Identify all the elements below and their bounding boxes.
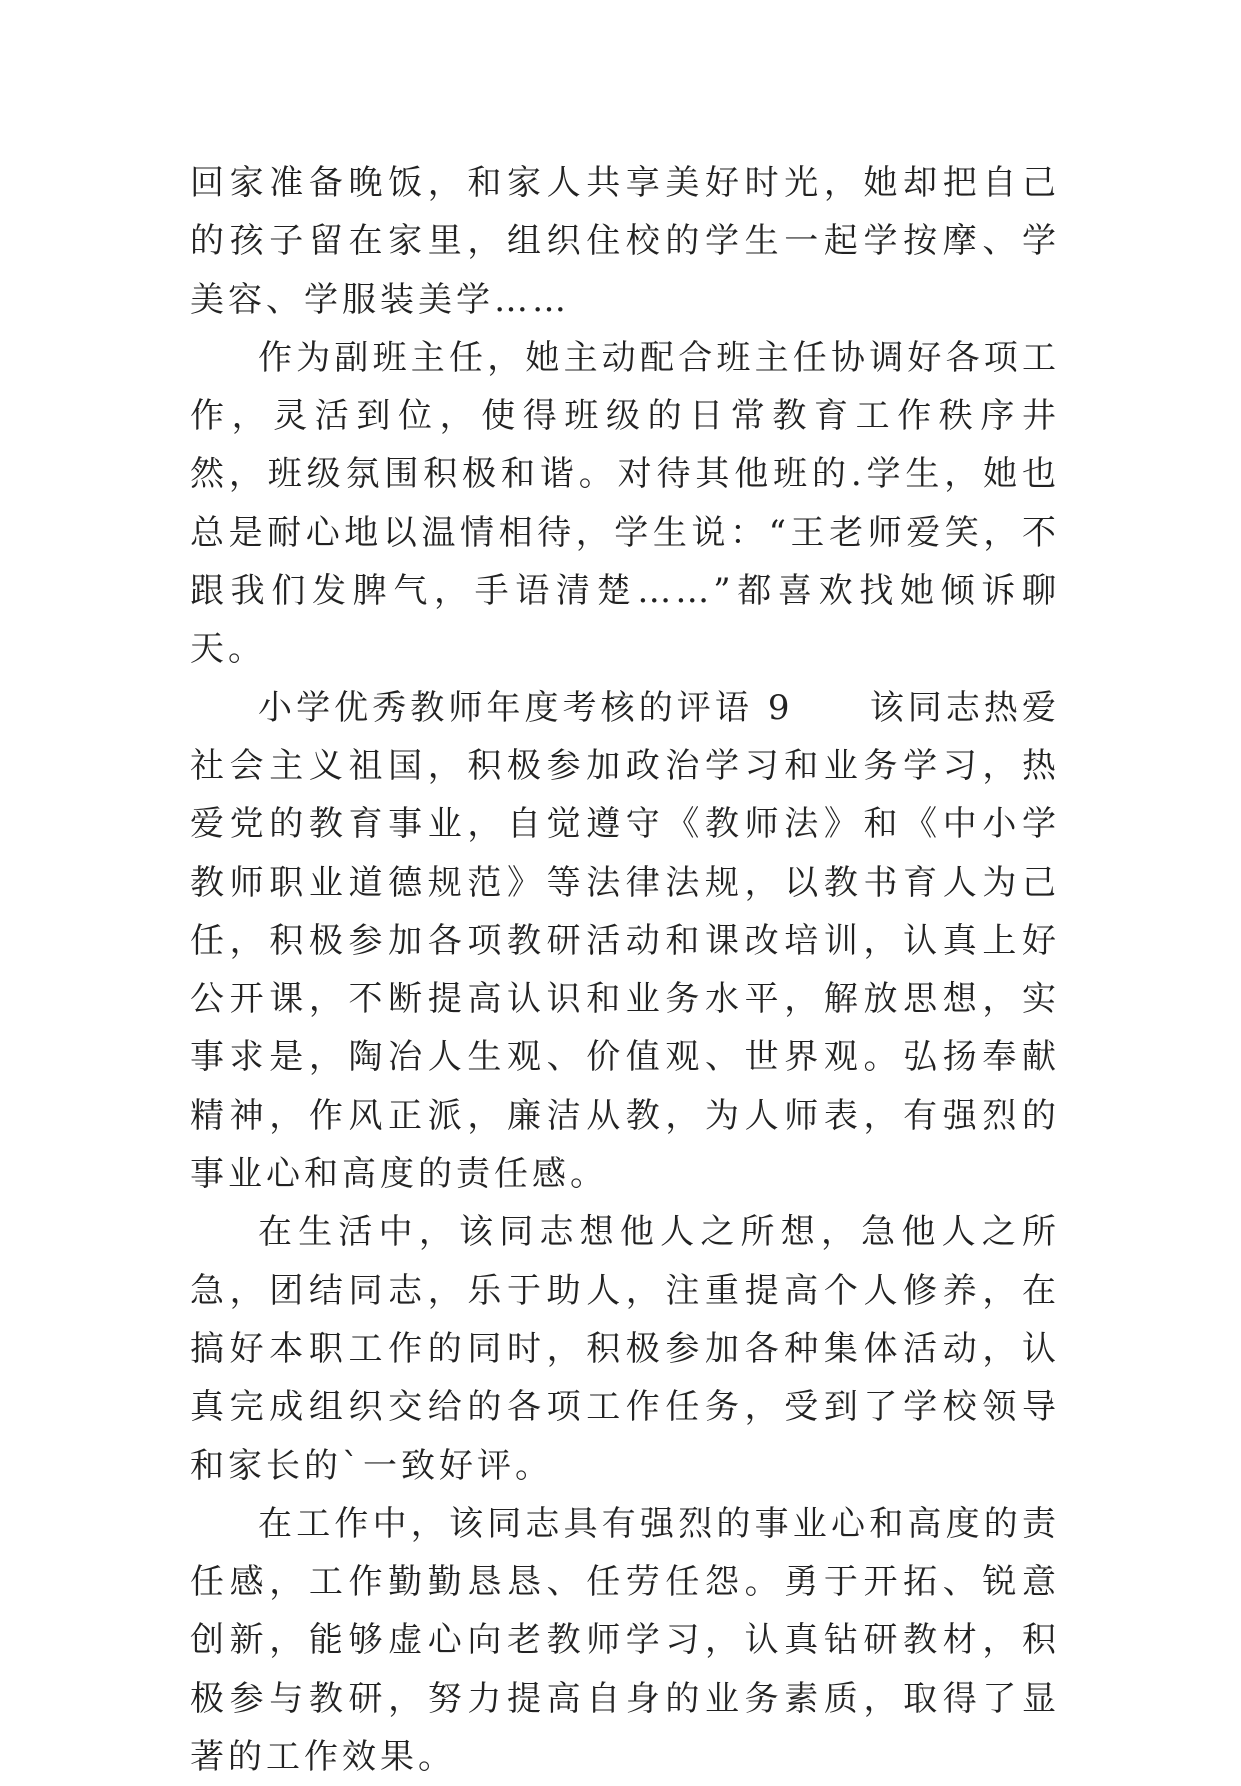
document-body (190, 154, 1060, 1786)
paragraph-4: 在生活中，该同志想他人之所想，急他人之所急，团结同志，乐于助人，注重提高个人修养，在搞好本职工作的同时，积极参加各种集体活动，认真完成组织交给的各项工作任务，受到了学校领导和家长的`一致好评。 (190, 1212, 1060, 1486)
paragraph-2: 作为副班主任，她主动配合班主任协调好各项工作，灵活到位，使得班级的日常教育工作秩序井然，班级氛围积极和谐。对待其他班的.学生，她也总是耐心地以温情相待，学生说：“王老师爱笑，不跟我们发脾气，手语清楚……”都喜欢找她倾诉聊天。 (190, 337, 1060, 670)
paragraph-1: 回家准备晚饭，和家人共享美好时光，她却把自己的孩子留在家里，组织住校的学生一起学按摩、学美容、学服装美学…… (190, 163, 1060, 320)
paragraph-3: 小学优秀教师年度考核的评语 9 该同志热爱社会主义祖国，积极参加政治学习和业务学习，热爱党的教育事业，自觉遵守《教师法》和《中小学教师职业道德规范》等法律法规，以教书育人为己任，积极参加各项教研活动和课改培训，认真上好公开课，不断提高认识和业务水平，解放思想，实事求是，陶冶人生观、价值观、世界观。弘扬奉献精神，作风正派，廉洁从教，为人师表，有强烈的事业心和高度的责任感。 (190, 687, 1060, 1195)
paragraph-5: 在工作中，该同志具有强烈的事业心和高度的责任感，工作勤勤恳恳、任劳任怨。勇于开拓、锐意创新，能够虚心向老教师学习，认真钻研教材，积极参与教研，努力提高自身的业务素质，取得了显著的工作效果。 (190, 1503, 1060, 1778)
